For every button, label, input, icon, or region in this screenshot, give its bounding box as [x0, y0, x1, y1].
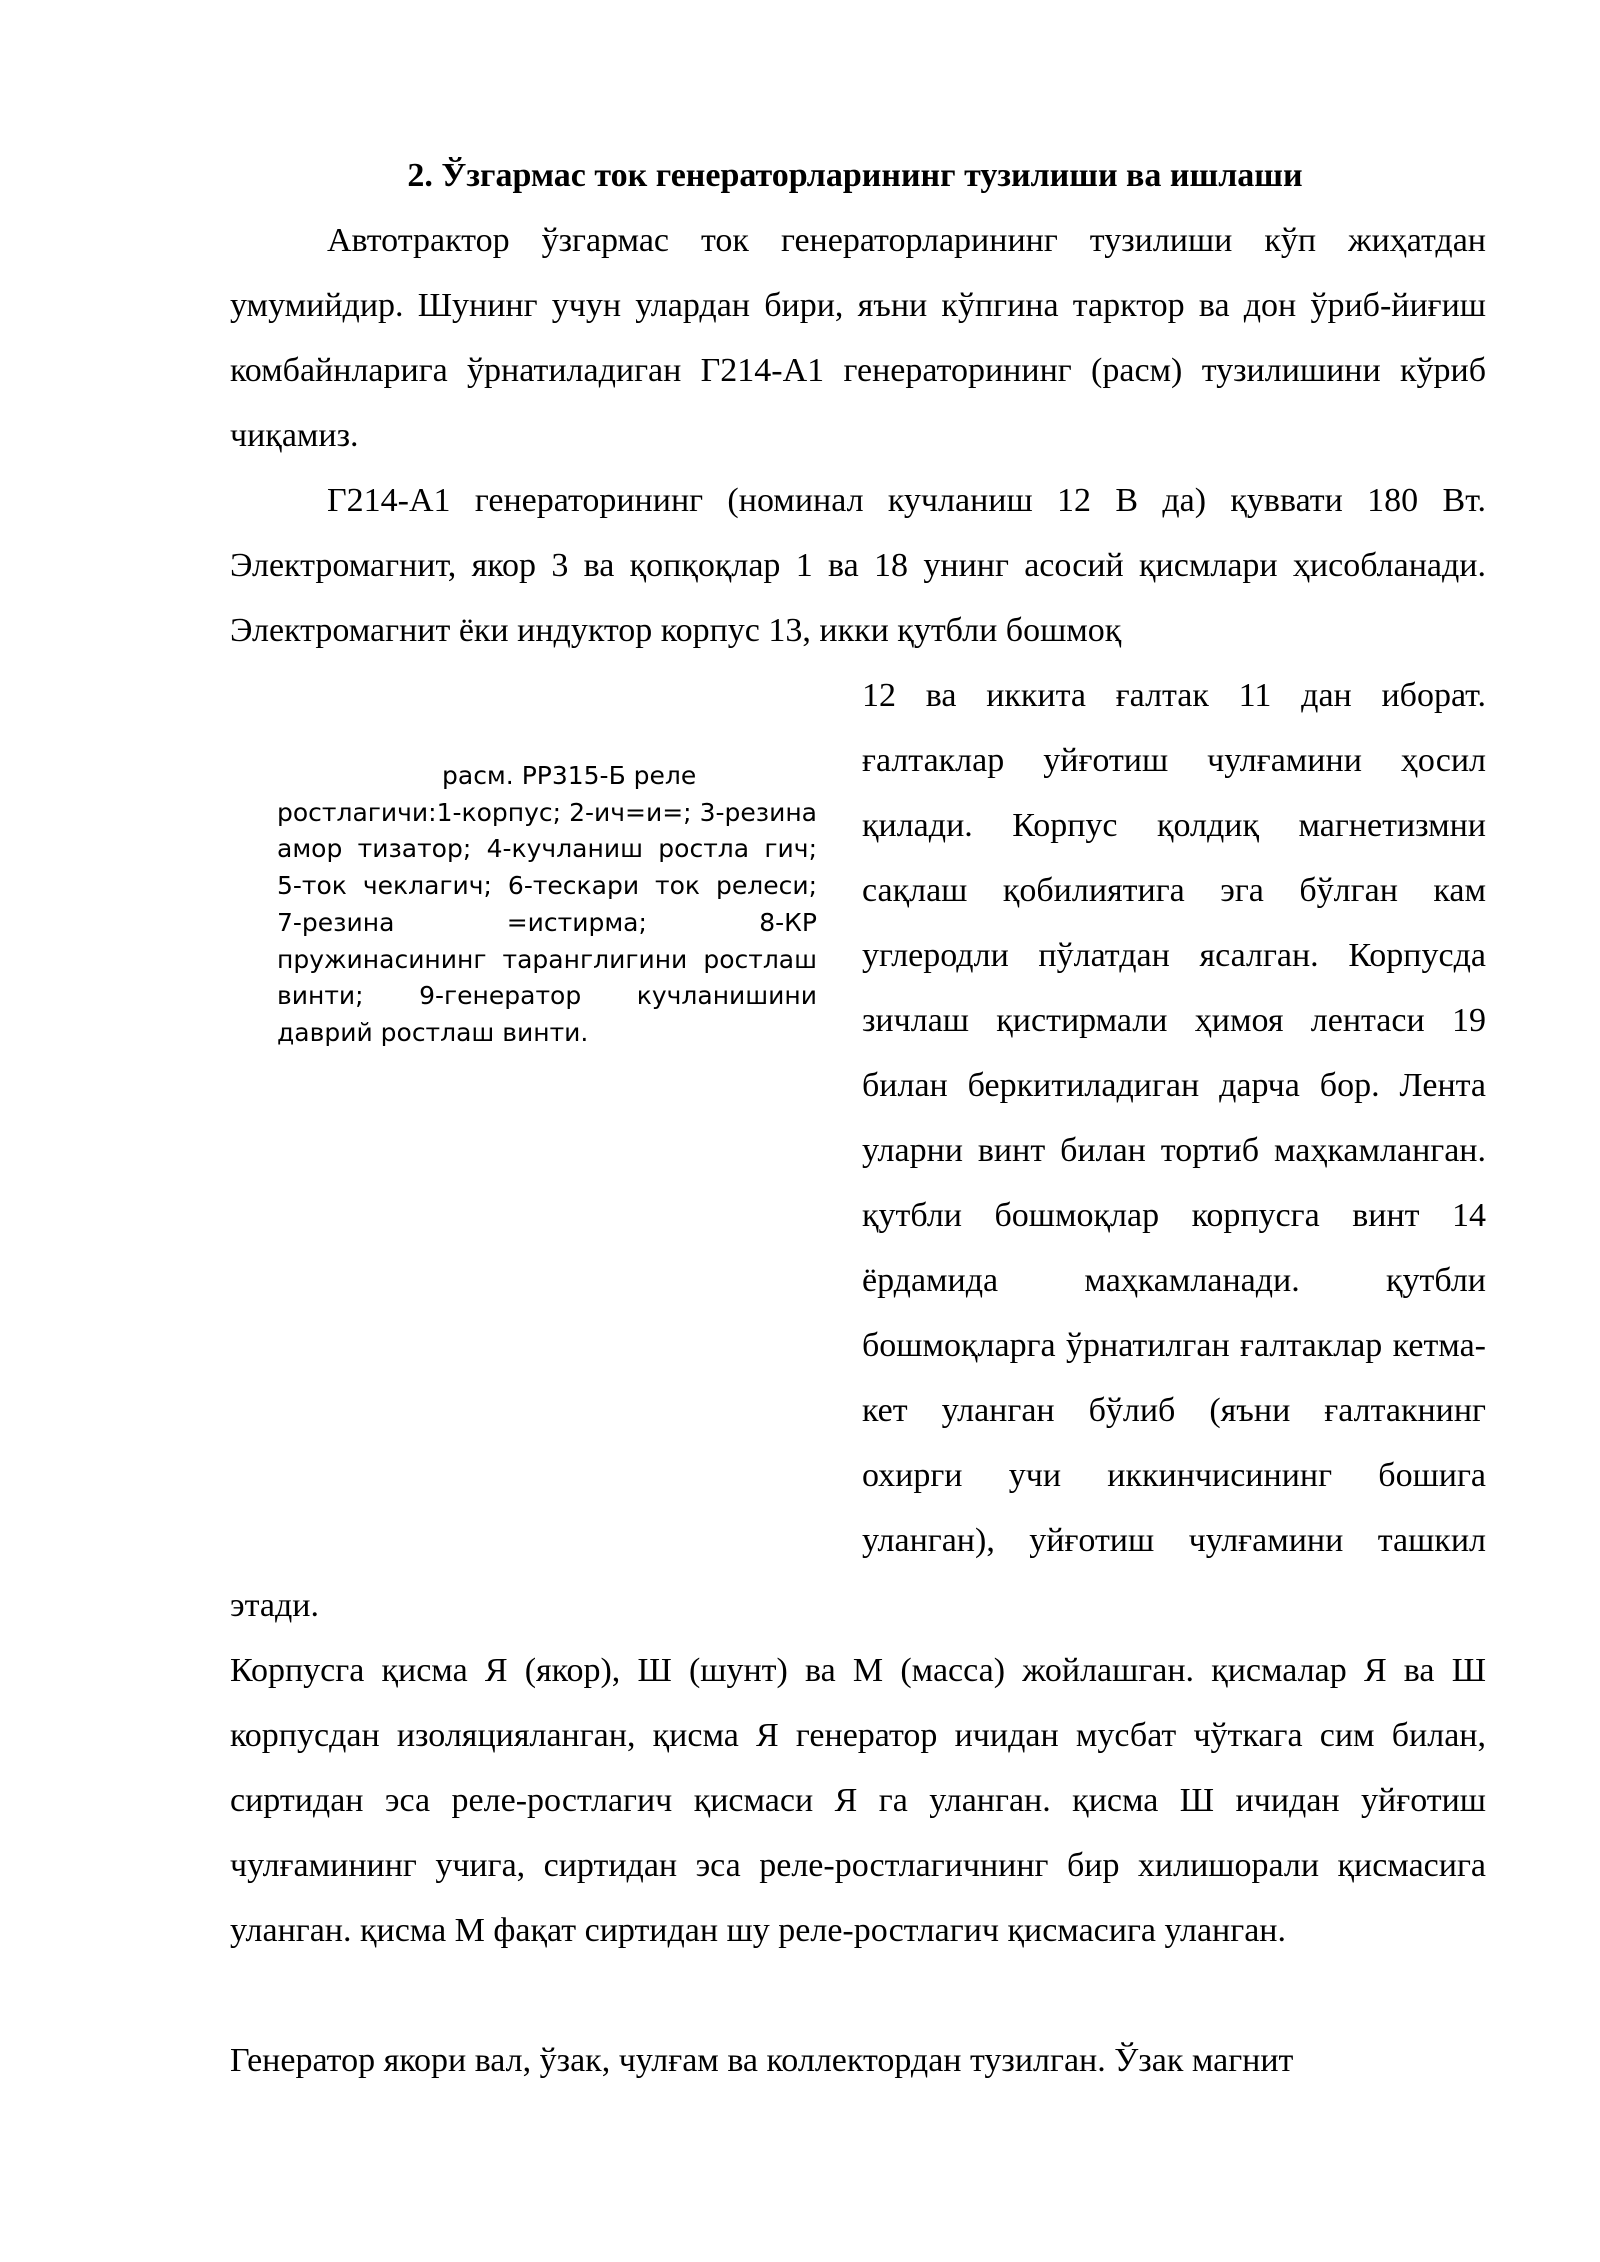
- paragraph-armature: Генератор якори вал, ўзак, чулғам ва коллектордан тузилган. Ўзак магнит: [230, 2042, 1294, 2079]
- figure-wrap-area: [230, 663, 1486, 1638]
- paragraph-intro: Автотрактор ўзгармас ток генераторларининг тузилиши кўп жиҳатдан умумийдир. Шунинг учун улардан бири, яъни кўпгина тарктор ва дон ўриб-йиғиш комбайнларига ўрнатиладиган Г214-А1 генераторининг (расм) тузилишини кўриб чиқамиз.: [230, 222, 1486, 454]
- figure-placeholder: [230, 663, 862, 1573]
- figure-caption: [277, 758, 817, 1052]
- paragraph-terminals: Корпусга қисма Я (якор), Ш (шунт) ва М (масса) жойлашган. қисмалар Я ва Ш корпусдан изоляцияланган, қисма Я генератор ичидан мусбат чўткага сим билан, сиртидан эса реле-ростлагич қисмаси Я га уланган. қисма Ш ичидан уйғотиш чулғамининг учига, сиртидан эса реле-ростлагичнинг бир хилишорали қисмасига уланган. қисма М фақат сиртидан шу реле-ростлагич қисмасига уланган.: [230, 1652, 1486, 1949]
- paragraph-coils: 12 ва иккита ғалтак 11 дан иборат. ғалтаклар уйғотиш чулғамини ҳосил қилади. Корпус қолдиқ магнетизмни сақлаш қобилиятига эга бўлган кам углеродли пўлатдан ясалган. Корпусда зичлаш қистирмали ҳимоя лентаси 19 билан беркитиладиган дарча бор. Лента уларни винт билан тортиб маҳкамланган. қутбли бошмоқлар корпусга винт 14 ёрдамида маҳкамланади. қутбли бошмоқларга ўрнатилган ғалтаклар кетма-кет уланган бўлиб (яъни ғалтакнинг охирги учи иккинчисининг бошига уланган), уйғотиш чулғамини ташкил этади.: [230, 677, 1486, 1624]
- figure-caption-text: ростлагичи:1-корпус; 2-ич=и=; 3-резина амор тизатор; 4-кучланиш ростла гич; 5-ток чеклагич; 6-тескари ток релеси; 7-резина =истирма; 8-КР пружинасининг таранглигини ростлаш винти; 9-генератор кучланишини даврий ростлаш винти.: [277, 797, 817, 1047]
- figure-caption-first-line: расм. РР315-Б реле: [442, 761, 697, 790]
- paragraph-generator-specs: Г214-А1 генераторининг (номинал кучланиш 12 В да) қуввати 180 Вт. Электромагнит, якор 3 ва қопқоқлар 1 ва 18 унинг асосий қисмлари ҳисобланади. Электромагнит ёки индуктор корпус 13, икки қутбли бошмоқ: [230, 482, 1486, 649]
- section-title: 2. Ўзгармас ток генераторларининг тузилиши ва ишлаши: [407, 157, 1303, 194]
